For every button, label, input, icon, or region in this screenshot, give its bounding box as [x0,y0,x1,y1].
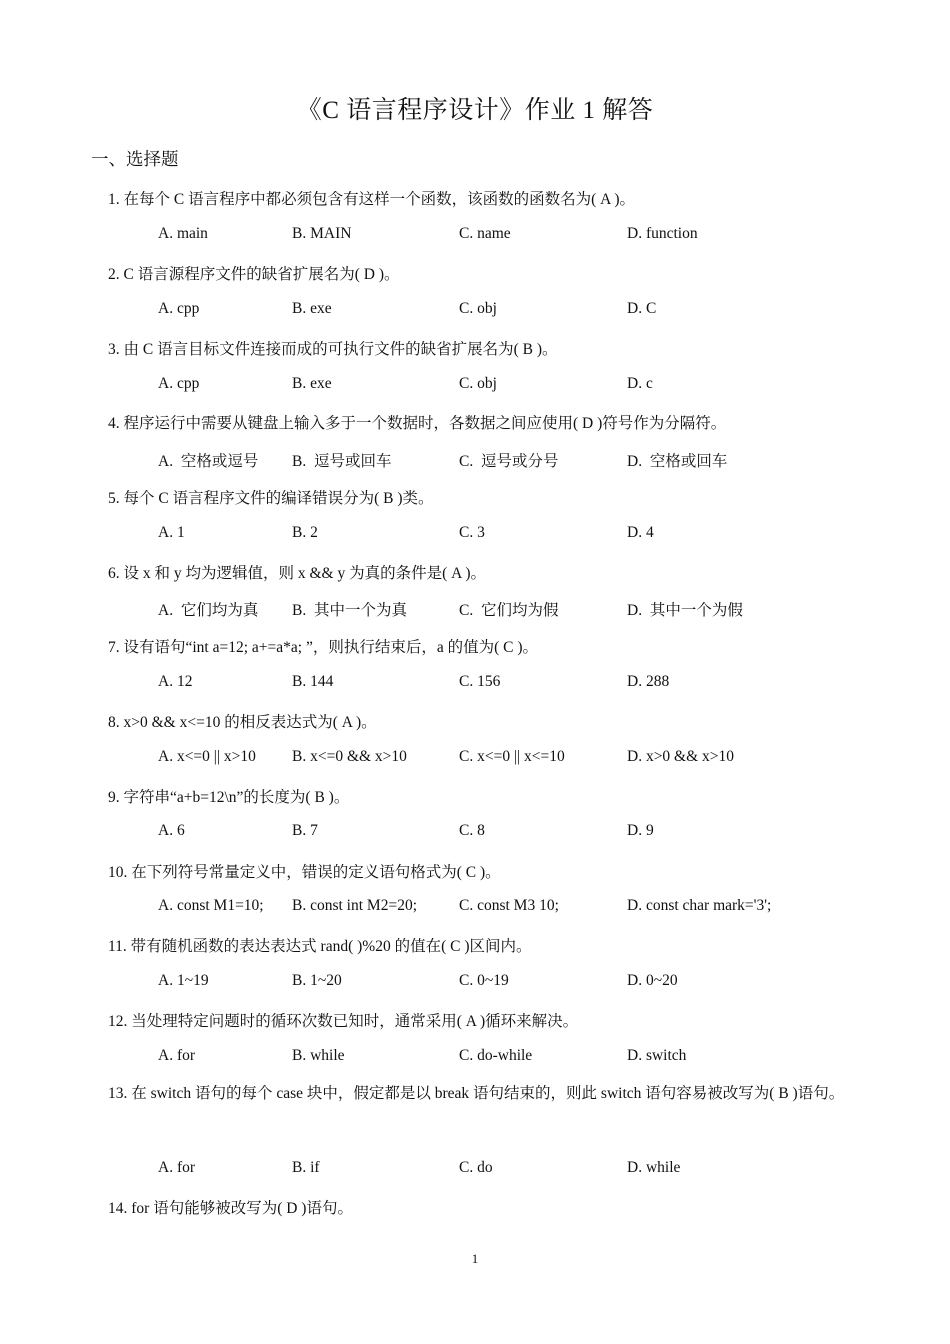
option-a: A. 1~19 [158,972,209,989]
question-11: 11. 带有随机函数的表达表达式 rand( )%20 的值在( C )区间内。 [108,938,532,955]
option-d: D. 0~20 [627,972,678,989]
option-a: A. 它们均为真 [158,602,259,619]
option-a: A. 1 [158,524,185,541]
options-12 [158,1047,858,1069]
option-a: A. x<=0 || x>10 [158,748,256,765]
option-d: D. switch [627,1047,687,1064]
options-10 [158,897,858,919]
options-3 [158,375,858,397]
option-b: B. x<=0 && x>10 [292,748,407,765]
option-b: B. 7 [292,822,318,839]
option-c: C. 3 [459,524,485,541]
question-9: 9. 字符串“a+b=12\n”的长度为( B )。 [108,789,350,806]
option-a: A. 空格或逗号 [158,453,259,470]
option-a: A. 6 [158,822,185,839]
option-b: B. exe [292,300,332,317]
question-13: 13. 在 switch 语句的每个 case 块中，假定都是以 break 语句结束的，则此 switch 语句容易被改写为( B )语句。 [108,1085,845,1102]
option-d: D. while [627,1159,681,1176]
option-c: C. 逗号或分号 [459,453,559,470]
option-a: A. const M1=10; [158,897,264,914]
options-8 [158,748,858,770]
option-b: B. exe [292,375,332,392]
option-a: A. for [158,1047,196,1064]
options-13 [158,1159,858,1181]
option-c: C. 156 [459,673,501,690]
options-11 [158,972,858,994]
option-c: C. x<=0 || x<=10 [459,748,565,765]
question-10: 10. 在下列符号常量定义中，错误的定义语句格式为( C )。 [108,864,501,881]
option-d: D. 9 [627,822,654,839]
option-d: D. C [627,300,657,317]
options-1 [158,225,858,247]
option-c: C. obj [459,375,497,392]
option-d: D. function [627,225,698,242]
option-d: D. const char mark='3'; [627,897,772,914]
options-5 [158,524,858,546]
options-4 [158,449,858,471]
option-d: D. 其中一个为假 [627,602,743,619]
option-b: B. 逗号或回车 [292,453,392,470]
options-2 [158,300,858,322]
option-d: D. 288 [627,673,670,690]
options-6 [158,598,858,620]
question-1: 1. 在每个 C 语言程序中都必须包含有这样一个函数，该函数的函数名为( A )。 [108,191,636,208]
options-9 [158,822,858,844]
document-title: 《C 语言程序设计》作业 1 解答 [296,97,654,124]
question-2: 2. C 语言源程序文件的缺省扩展名为( D )。 [108,266,400,283]
section-heading: 一、选择题 [91,149,179,169]
option-d: D. 4 [627,524,654,541]
question-5: 5. 每个 C 语言程序文件的编译错误分为( B )类。 [108,490,434,507]
option-c: C. 它们均为假 [459,602,559,619]
option-b: B. 1~20 [292,972,342,989]
option-b: B. 2 [292,524,318,541]
question-3: 3. 由 C 语言目标文件连接而成的可执行文件的缺省扩展名为( B )。 [108,341,558,358]
option-b: B. 144 [292,673,334,690]
option-c: C. name [459,225,511,242]
option-c: C. 0~19 [459,972,509,989]
option-d: D. c [627,375,653,392]
option-a: A. 12 [158,673,193,690]
question-8: 8. x>0 && x<=10 的相反表达式为( A )。 [108,714,377,731]
option-b: B. const int M2=20; [292,897,417,914]
option-d: D. 空格或回车 [627,453,728,470]
option-a: A. cpp [158,375,200,392]
option-b: B. if [292,1159,320,1176]
options-7 [158,673,858,695]
question-6: 6. 设 x 和 y 均为逻辑值，则 x && y 为真的条件是( A )。 [108,565,487,582]
option-b: B. MAIN [292,225,352,242]
question-14: 14. for 语句能够被改写为( D )语句。 [108,1200,353,1217]
option-c: C. 8 [459,822,485,839]
question-4: 4. 程序运行中需要从键盘上输入多于一个数据时，各数据之间应使用( D )符号作为分隔符。 [108,415,727,432]
question-12: 12. 当处理特定问题时的循环次数已知时，通常采用( A )循环来解决。 [108,1013,579,1030]
option-a: A. main [158,225,208,242]
question-7: 7. 设有语句“int a=12; a+=a*a; ”，则执行结束后，a 的值为( C )。 [108,639,539,656]
option-c: C. const M3 10; [459,897,559,914]
option-b: B. 其中一个为真 [292,602,407,619]
option-a: A. for [158,1159,196,1176]
page-number: 1 [471,1251,479,1266]
option-a: A. cpp [158,300,200,317]
option-b: B. while [292,1047,345,1064]
option-c: C. obj [459,300,497,317]
option-d: D. x>0 && x>10 [627,748,735,765]
option-c: C. do [459,1159,493,1176]
option-c: C. do-while [459,1047,533,1064]
